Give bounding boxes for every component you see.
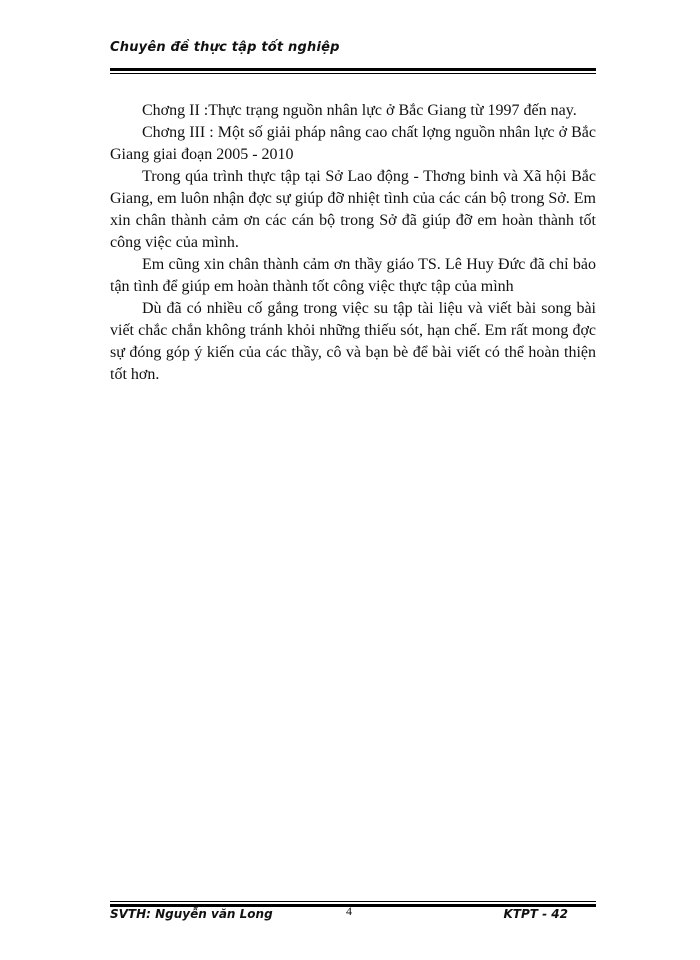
paragraph-chapter-2: Chơng II :Thực trạng nguồn nhân lực ở Bắc Giang từ 1997 đến nay. <box>142 102 577 119</box>
body-text <box>110 100 596 386</box>
paragraph-chapter-3: Chơng III : Một số giải pháp nâng cao chất lợng nguồn nhân lực ở Bắc Giang giai đoạn 2005 - 2010 <box>110 124 596 163</box>
footer-author: SVTH: Nguyễn văn Long <box>110 907 273 921</box>
paragraph-internship-thanks: Trong qúa trình thực tập tại Sở Lao động - Thơng binh và Xã hội Bắc Giang, em luôn nhận đợc sự giúp đỡ nhiệt tình của các cán bộ trong Sở. Em xin chân thành cảm ơn các cán bộ trong Sở đã giúp đỡ em hoàn thành tốt công việc của mình. <box>110 168 596 251</box>
footer-page-number: 4 <box>346 904 352 918</box>
header-title: Chuyên đề thực tập tốt nghiệp <box>110 40 340 55</box>
header-rule-thin <box>110 73 596 74</box>
footer-rule-thin <box>110 901 596 902</box>
paragraph-closing: Dù đã có nhiều cố gắng trong việc su tập tài liệu và viết bài song bài viết chắc chắn không tránh khỏi những thiếu sót, hạn chế. Em rất mong đợc sự đóng góp ý kiến của các thầy, cô và bạn bè để bài viết có thể hoàn thiện tốt hơn. <box>110 300 596 383</box>
paragraph-teacher-thanks: Em cũng xin chân thành cảm ơn thầy giáo TS. Lê Huy Đức đã chỉ bảo tận tình để giúp em hoàn thành tốt công việc thực tập của mình <box>110 256 596 295</box>
footer <box>110 904 596 927</box>
header-rule-thick <box>110 68 596 71</box>
footer-class-code: KTPT - 42 <box>503 907 568 921</box>
